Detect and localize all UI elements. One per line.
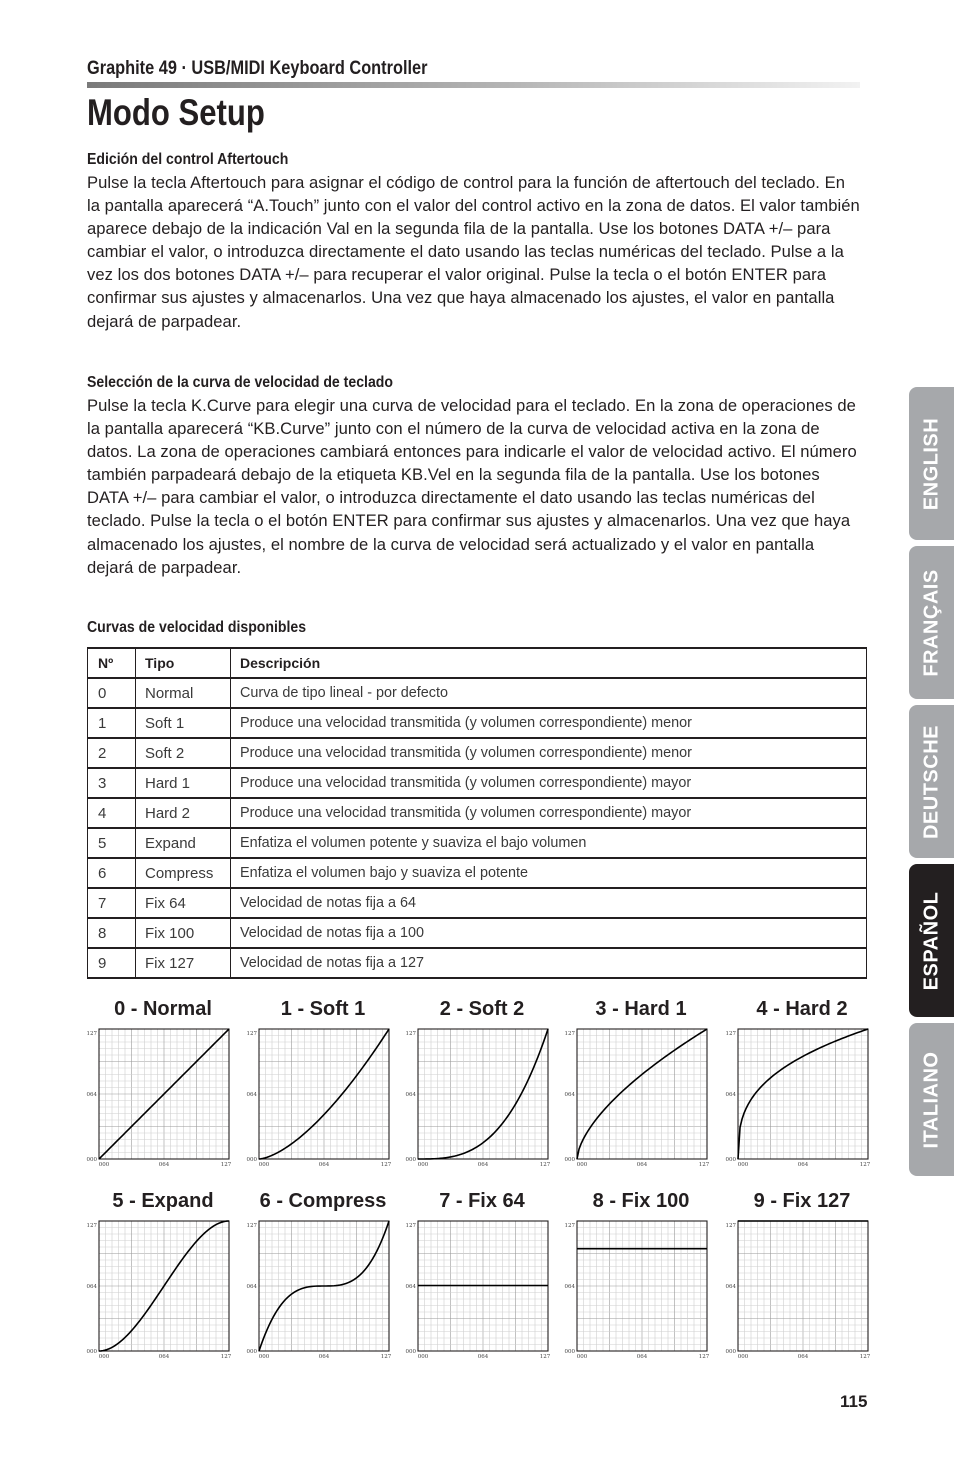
y-tick-label: 127 [725,1223,736,1229]
y-tick-label: 127 [564,1223,575,1229]
velocity-curve-chart [88,1190,238,1358]
x-tick-label: 064 [158,1162,170,1168]
cell-type: Soft 1 [136,708,231,738]
velocity-curve-chart [727,998,877,1166]
x-tick-label: 000 [417,1162,429,1168]
cell-number: 7 [88,888,136,918]
section-heading: Edición del control Aftertouch [87,151,289,168]
section-body: Pulse la tecla Aftertouch para asignar el código de control para la función de aftertouch del teclado. En la pantalla aparecerá “A.Touch” junto con el valor del control activo en la zona de datos. El valor también aparece debajo de la indicación Val en la segunda fila de la pantalla. Use los botones DATA +/– para cambiar el valor, o introduzca directamente el dato usando las teclas numéricas del teclado. Pulse a la vez los dos botones DATA +/– para recuperar el valor original. Pulse la tecla o el botón ENTER para confirmar sus ajustes y almacenarlos. Una vez que haya almacenado los ajustes, el valor en pantalla dejará de parpadear. [87,173,860,331]
chart-plot [566,1218,716,1358]
tab-espanol[interactable] [909,864,954,1017]
chart-title: 4 - Hard 2 [756,998,848,1020]
cell-number: 1 [88,708,136,738]
x-tick-label: 127 [380,1354,392,1360]
x-tick-label: 064 [636,1162,648,1168]
tab-label: ENGLISH [920,417,942,510]
tab-deutsche[interactable] [909,705,954,858]
x-tick-label: 064 [477,1162,489,1168]
table-row [88,708,867,738]
x-tick-label: 000 [576,1162,588,1168]
table-row [88,948,867,978]
y-tick-label: 064 [405,1284,416,1290]
cell-number: 0 [88,678,136,708]
tab-francais[interactable] [909,546,954,699]
y-tick-label: 000 [246,1349,257,1355]
x-tick-label: 000 [417,1354,429,1360]
header-rule [87,82,860,88]
cell-number: 4 [88,798,136,828]
chart-title: 1 - Soft 1 [280,998,366,1020]
cell-type: Soft 2 [136,738,231,768]
y-tick-label: 064 [725,1284,736,1290]
y-tick-label: 064 [86,1284,97,1290]
x-tick-label: 127 [380,1162,392,1168]
x-tick-label: 127 [698,1354,710,1360]
y-tick-label: 127 [405,1031,416,1037]
table-heading: Curvas de velocidad disponibles [87,619,307,636]
table-row [88,768,867,798]
velocity-curve-chart [566,998,716,1166]
cell-number: 9 [88,948,136,978]
y-tick-label: 127 [86,1031,97,1037]
y-tick-label: 064 [725,1092,736,1098]
y-tick-label: 064 [246,1092,257,1098]
x-tick-label: 000 [258,1354,270,1360]
section-velocity-curve [87,371,860,579]
chart-title: 7 - Fix 64 [439,1190,525,1212]
tab-english[interactable] [909,387,954,540]
cell-type: Fix 64 [136,888,231,918]
table-row [88,828,867,858]
x-tick-label: 000 [258,1162,270,1168]
chart-title: 9 - Fix 127 [753,1190,851,1212]
language-tabs [909,0,954,1475]
y-tick-label: 064 [564,1284,575,1290]
cell-number: 2 [88,738,136,768]
cell-type: Normal [136,678,231,708]
chart-title: 5 - Expand [112,1190,214,1212]
chart-plot [727,1026,877,1166]
cell-description: Produce una velocidad transmitida (y volumen correspondiente) mayor [231,798,867,828]
tab-italiano[interactable] [909,1023,954,1176]
x-tick-label: 127 [539,1162,551,1168]
x-tick-label: 127 [698,1162,710,1168]
y-tick-label: 000 [725,1157,736,1163]
y-tick-label: 000 [405,1157,416,1163]
chart-plot [407,1026,557,1166]
y-tick-label: 064 [405,1092,416,1098]
cell-type: Hard 1 [136,768,231,798]
x-tick-label: 127 [859,1354,871,1360]
y-tick-label: 127 [405,1223,416,1229]
cell-description: Enfatiza el volumen bajo y suaviza el potente [231,858,867,888]
y-tick-label: 000 [246,1157,257,1163]
x-tick-label: 064 [477,1354,489,1360]
page-title: Modo Setup [87,92,265,133]
cell-description: Velocidad de notas fija a 64 [231,888,867,918]
section-heading: Selección de la curva de velocidad de teclado [87,374,393,391]
chart-plot [88,1218,238,1358]
cell-description: Produce una velocidad transmitida (y volumen correspondiente) menor [231,708,867,738]
y-tick-label: 064 [564,1092,575,1098]
document-header-title: Graphite 49 · USB/MIDI Keyboard Controller [87,58,428,79]
cell-description: Curva de tipo lineal - por defecto [231,678,867,708]
column-header: Nº [88,648,136,678]
y-tick-label: 127 [86,1223,97,1229]
velocity-curve-chart [566,1190,716,1358]
x-tick-label: 000 [98,1162,110,1168]
y-tick-label: 000 [725,1349,736,1355]
cell-type: Compress [136,858,231,888]
cell-number: 3 [88,768,136,798]
velocity-curve-chart [88,998,238,1166]
table-row [88,888,867,918]
x-tick-label: 127 [220,1162,232,1168]
table-row [88,858,867,888]
table-row [88,678,867,708]
cell-number: 6 [88,858,136,888]
table-row [88,738,867,768]
cell-description: Velocidad de notas fija a 127 [231,948,867,978]
y-tick-label: 000 [86,1157,97,1163]
chart-plot [248,1218,398,1358]
table-header-row [88,648,867,678]
chart-plot [407,1218,557,1358]
velocity-curves-table [87,647,867,979]
x-tick-label: 064 [318,1162,330,1168]
x-tick-label: 127 [539,1354,551,1360]
cell-description: Enfatiza el volumen potente y suaviza el bajo volumen [231,828,867,858]
y-tick-label: 000 [564,1349,575,1355]
velocity-curve-chart [727,1190,877,1358]
x-tick-label: 000 [98,1354,110,1360]
cell-description: Produce una velocidad transmitida (y volumen correspondiente) menor [231,738,867,768]
chart-title: 3 - Hard 1 [595,998,687,1020]
table-row [88,798,867,828]
y-tick-label: 064 [246,1284,257,1290]
x-tick-label: 064 [158,1354,170,1360]
velocity-curve-chart [407,998,557,1166]
y-tick-label: 127 [564,1031,575,1037]
x-tick-label: 064 [318,1354,330,1360]
x-tick-label: 064 [636,1354,648,1360]
section-body: Pulse la tecla K.Curve para elegir una curva de velocidad para el teclado. En la zona de operaciones de la pantalla aparecerá “KB.Curve” junto con el número de la curva de velocidad activa en la zona de datos. La zona de operaciones cambiará entonces para indicarle el valor de velocidad activo. El número también parpadeará debajo de la etiqueta KB.Vel en la segunda fila de la pantalla. Use los botones DATA +/– para cambiar el valor, o introduzca directamente el dato usando las teclas numéricas del teclado. Pulse la tecla o el botón ENTER para confirmar sus ajustes y almacenarlos. Una vez que haya almacenado los ajustes, el nombre de la curva de velocidad será actualizado y el valor en pantalla dejará de parpadear. [87,396,857,577]
y-tick-label: 127 [725,1031,736,1037]
velocity-curve-chart [407,1190,557,1358]
tab-label: FRANÇAIS [920,568,942,677]
table-row [88,918,867,948]
chart-plot [566,1026,716,1166]
x-tick-label: 000 [737,1162,749,1168]
velocity-curve-chart [248,1190,398,1358]
y-tick-label: 064 [86,1092,97,1098]
tab-label: DEUTSCHE [920,724,942,839]
x-tick-label: 064 [797,1354,809,1360]
cell-type: Expand [136,828,231,858]
chart-title: 8 - Fix 100 [592,1190,690,1212]
cell-number: 5 [88,828,136,858]
chart-title: 6 - Compress [259,1190,387,1212]
chart-title: 2 - Soft 2 [439,998,525,1020]
tab-label: ITALIANO [920,1051,942,1148]
chart-title: 0 - Normal [114,998,212,1020]
column-header: Descripción [231,648,867,678]
y-tick-label: 000 [564,1157,575,1163]
x-tick-label: 064 [797,1162,809,1168]
cell-number: 8 [88,918,136,948]
column-header: Tipo [136,648,231,678]
cell-description: Velocidad de notas fija a 100 [231,918,867,948]
x-tick-label: 127 [220,1354,232,1360]
y-tick-label: 127 [246,1031,257,1037]
y-tick-label: 000 [405,1349,416,1355]
x-tick-label: 000 [737,1354,749,1360]
tab-label: ESPAÑOL [920,891,942,990]
cell-type: Fix 127 [136,948,231,978]
velocity-curve-chart [248,998,398,1166]
chart-plot [727,1218,877,1358]
chart-plot [88,1026,238,1166]
chart-plot [248,1026,398,1166]
y-tick-label: 127 [246,1223,257,1229]
cell-description: Produce una velocidad transmitida (y volumen correspondiente) mayor [231,768,867,798]
cell-type: Fix 100 [136,918,231,948]
x-tick-label: 127 [859,1162,871,1168]
cell-type: Hard 2 [136,798,231,828]
section-aftertouch [87,148,860,333]
y-tick-label: 000 [86,1349,97,1355]
page-number: 115 [840,1392,868,1411]
x-tick-label: 000 [576,1354,588,1360]
